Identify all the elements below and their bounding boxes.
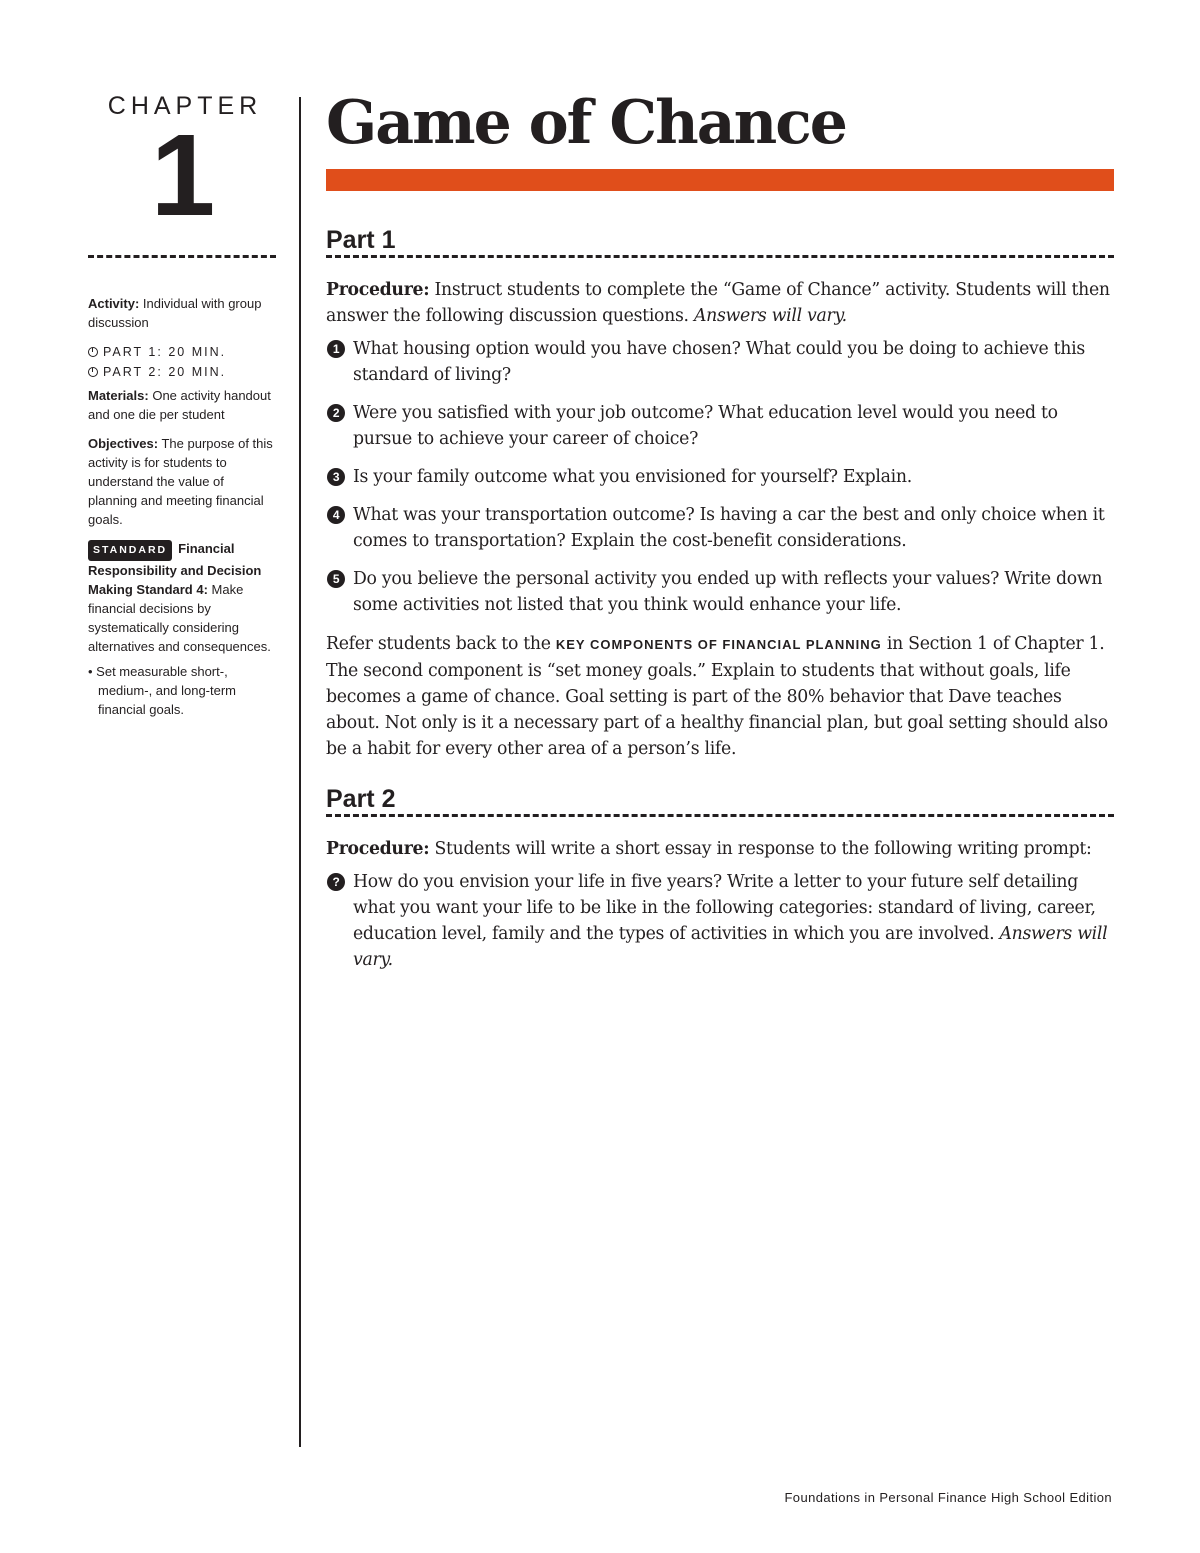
objectives-info	[88, 434, 276, 529]
question-essay: ? How do you envision your life in five years? Write a letter to your future self detailing what you want your life to be like in the following categories: standard of living, career, education level, family and the types of activities in which you are involved. Answers will vary.	[326, 869, 1114, 973]
procedure-label: Procedure:	[326, 280, 430, 300]
timer-part1: PART 1: 20 MIN.	[88, 342, 276, 362]
refer-paragraph: Refer students back to the KEY COMPONENTS OF FINANCIAL PLANNING in Section 1 of Chapter 1. The second component is “set money goals.” Explain to students that without goals, life becomes a game of chance. Goal setting is part of the 80% behavior that Dave teaches about. Not only is it a necessary part of a healthy financial plan, but goal setting should also be a habit for every other area of a person’s life.	[326, 634, 1108, 759]
chapter-number: 1	[150, 110, 214, 240]
number-badge-icon: 3	[327, 468, 345, 486]
question-mark-icon: ?	[327, 873, 345, 891]
timer-part2: PART 2: 20 MIN.	[88, 362, 276, 382]
number-badge-icon: 4	[327, 506, 345, 524]
materials-text: One activity handout and one die per student	[88, 388, 271, 422]
question-2: 2 Were you satisfied with your job outcome? What education level would you need to pursue to achieve your career of choice?	[326, 400, 1114, 452]
objectives-label: Objectives:	[88, 436, 159, 451]
question-1: 1 What housing option would you have chosen? What could you be doing to achieve this standard of living?	[326, 336, 1114, 388]
part2-procedure: Procedure: Students will write a short essay in response to the following writing prompt:	[326, 839, 1092, 859]
title-accent-bar	[326, 169, 1114, 191]
page-title: Game of Chance	[326, 88, 846, 158]
standard-info	[88, 539, 276, 656]
objectives-text: The purpose of this activity is for students to understand the value of planning and meeting financial goals.	[88, 436, 273, 527]
number-badge-icon: 2	[327, 404, 345, 422]
activity-label: Activity:	[88, 296, 140, 311]
sidebar-divider	[88, 255, 276, 258]
clock-icon	[88, 367, 98, 377]
clock-icon	[88, 347, 98, 357]
number-badge-icon: 5	[327, 570, 345, 588]
chapter-label: CHAPTER	[107, 92, 263, 120]
question-5: 5 Do you believe the personal activity you ended up with reflects your values? Write down some activities not listed that you think would enhance your life.	[326, 566, 1114, 618]
standard-text: Make financial decisions by systematically considering alternatives and consequences.	[88, 582, 271, 654]
standard-badge: STANDARD	[88, 540, 172, 561]
question-3: 3 Is your family outcome what you envisioned for yourself? Explain.	[326, 464, 1114, 490]
part1-divider	[326, 255, 1114, 258]
part1-procedure: Procedure: Instruct students to complete the “Game of Chance” activity. Students will then answer the following discussion questions. Answers will vary.	[326, 280, 1110, 326]
goal-bullet: • Set measurable short-, medium-, and long-term financial goals.	[88, 664, 236, 717]
sidebar	[88, 92, 276, 719]
activity-text: Individual with group discussion	[88, 296, 262, 330]
activity-info	[88, 294, 276, 332]
part2-divider	[326, 814, 1114, 817]
page-footer: Foundations in Personal Finance High School Edition	[784, 1490, 1112, 1505]
standard-title: Financial Responsibility and Decision Making Standard 4:	[88, 541, 262, 597]
procedure-label: Procedure:	[326, 839, 430, 859]
part2-heading: Part 2	[326, 785, 396, 813]
number-badge-icon: 1	[327, 340, 345, 358]
part1-heading: Part 1	[326, 226, 396, 254]
vertical-divider	[299, 97, 301, 1447]
materials-info	[88, 386, 276, 424]
timers	[88, 342, 276, 382]
key-components-reference: KEY COMPONENTS OF FINANCIAL PLANNING	[555, 637, 882, 652]
question-4: 4 What was your transportation outcome? Is having a car the best and only choice when it comes to transportation? Explain the cost-benefit considerations.	[326, 502, 1114, 554]
main-content	[326, 88, 1114, 973]
materials-label: Materials:	[88, 388, 149, 403]
